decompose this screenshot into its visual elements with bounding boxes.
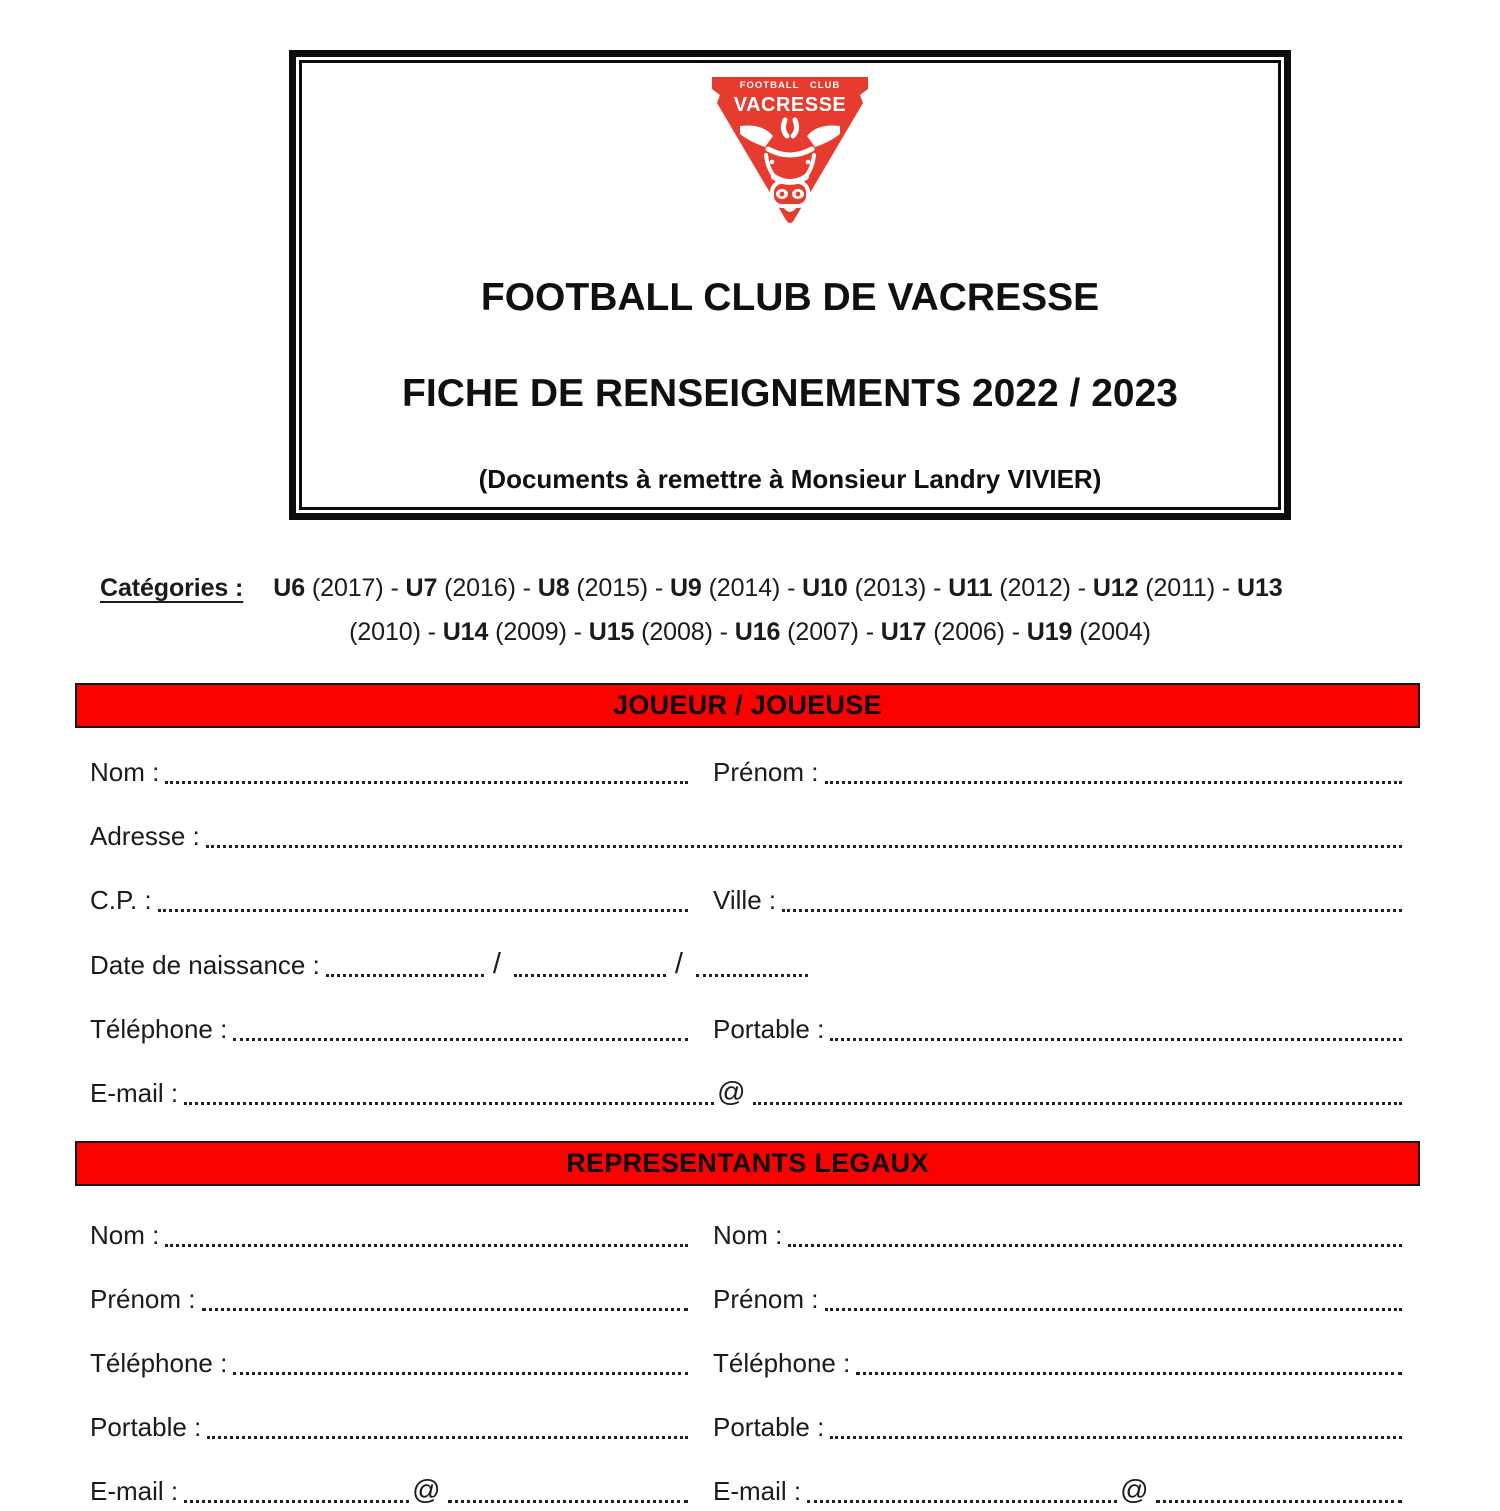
- form-row: [90, 945, 1404, 985]
- form-row: [90, 1471, 1404, 1511]
- field-prenom-joueur: [713, 752, 1404, 792]
- label-adresse: Adresse :: [90, 821, 200, 851]
- category-year: (2006): [933, 618, 1005, 646]
- dotted-line: [830, 1407, 1402, 1439]
- category-year: (2017): [311, 574, 384, 602]
- label-telephone: Téléphone :: [90, 1014, 228, 1044]
- categories-line-2: (2010) - U14 (2009) - U15 (2008) - U16 (2007) - U17 (2006) - U19 (2004): [349, 618, 1151, 646]
- label-portable: Portable :: [713, 1014, 825, 1044]
- field-telephone-representant-2: [713, 1343, 1404, 1383]
- categories-paragraph: [100, 566, 1400, 654]
- category-year: (2012): [999, 574, 1071, 602]
- dotted-line: [326, 945, 484, 977]
- field-nom-representant-1: [90, 1215, 690, 1255]
- dotted-line: [782, 880, 1402, 912]
- dotted-line: [165, 1215, 688, 1247]
- logo-club-text: FOOTBALL CLUB: [739, 80, 841, 91]
- field-date-naissance-joueur: [90, 945, 810, 985]
- dotted-line: [753, 1073, 1402, 1105]
- category-code: U11: [948, 574, 993, 602]
- dotted-line: [825, 1279, 1403, 1311]
- field-adresse-joueur: [90, 816, 1404, 856]
- label-prenom: Prénom :: [90, 1284, 196, 1314]
- categories-line-1: Catégories : U6 (2017) - U7 (2016) - U8 (2015) - U9 (2014) - U10 (2013) - U11 (2012) - U12 (2011) - U13: [100, 574, 1283, 602]
- category-year: (2004): [1079, 618, 1151, 646]
- label-portable: Portable :: [713, 1412, 825, 1442]
- field-telephone-joueur: [90, 1009, 690, 1049]
- logo-name-text: VACRESSE: [733, 94, 847, 116]
- dotted-line: [158, 880, 688, 912]
- form-row: [90, 1009, 1404, 1049]
- category-year: (2016): [444, 574, 516, 602]
- submission-note: (Documents à remettre à Monsieur Landry VIVIER): [478, 464, 1102, 494]
- category-code: U19: [1026, 618, 1073, 646]
- category-year: (2007): [787, 618, 859, 646]
- label-prenom: Prénom :: [713, 1284, 819, 1314]
- form-row: [90, 752, 1404, 792]
- dotted-line: [184, 1073, 714, 1105]
- form-row: [90, 1407, 1404, 1447]
- category-code: U17: [880, 618, 927, 646]
- club-logo: [710, 76, 870, 226]
- at-sign: @: [1120, 1474, 1149, 1505]
- category-code: U6: [273, 574, 306, 602]
- dotted-line: [788, 1215, 1402, 1247]
- field-portable-joueur: [713, 1009, 1404, 1049]
- label-date-naissance: Date de naissance :: [90, 950, 320, 980]
- category-year: (2014): [708, 574, 781, 602]
- header-box: [289, 50, 1291, 520]
- dotted-line: [856, 1343, 1402, 1375]
- form-row: [90, 880, 1404, 920]
- form-row: [90, 1343, 1404, 1383]
- dotted-line: [202, 1279, 689, 1311]
- category-code: U15: [588, 618, 635, 646]
- category-year: (2008): [641, 618, 713, 646]
- label-email: E-mail :: [713, 1476, 802, 1506]
- form-row: [90, 1215, 1404, 1255]
- category-code: U16: [734, 618, 781, 646]
- field-cp-joueur: [90, 880, 690, 920]
- form-row: [90, 1073, 1404, 1113]
- section-banner-joueur: JOUEUR / JOUEUSE: [75, 683, 1420, 728]
- category-year: (2011): [1145, 574, 1216, 602]
- field-email-joueur: [90, 1073, 1404, 1113]
- label-ville: Ville :: [713, 885, 777, 915]
- dotted-line: [830, 1009, 1402, 1041]
- at-sign: @: [717, 1076, 746, 1107]
- form-title: FICHE DE RENSEIGNEMENTS 2022 / 2023: [402, 372, 1178, 415]
- dotted-line: [514, 945, 666, 977]
- dotted-line: [207, 1407, 688, 1439]
- label-telephone: Téléphone :: [90, 1348, 228, 1378]
- field-telephone-representant-1: [90, 1343, 690, 1383]
- dotted-line: [206, 816, 1402, 848]
- field-email-representant-2: [713, 1471, 1404, 1511]
- field-portable-representant-2: [713, 1407, 1404, 1447]
- category-code: U12: [1092, 574, 1139, 602]
- categories-label: Catégories :: [100, 574, 244, 602]
- date-separator: /: [674, 948, 683, 980]
- field-prenom-representant-2: [713, 1279, 1404, 1319]
- label-portable: Portable :: [90, 1412, 202, 1442]
- dotted-line: [807, 1471, 1117, 1503]
- field-email-representant-1: [90, 1471, 690, 1511]
- label-telephone: Téléphone :: [713, 1348, 851, 1378]
- at-sign: @: [412, 1474, 441, 1505]
- category-year: (2010): [349, 618, 421, 646]
- label-email: E-mail :: [90, 1476, 179, 1506]
- club-title: FOOTBALL CLUB DE VACRESSE: [480, 276, 1100, 319]
- dotted-line: [1156, 1471, 1402, 1503]
- dotted-line: [184, 1471, 409, 1503]
- label-nom: Nom :: [713, 1220, 783, 1250]
- label-cp: C.P. :: [90, 885, 152, 915]
- dotted-line: [233, 1009, 688, 1041]
- field-nom-representant-2: [713, 1215, 1404, 1255]
- category-code: U14: [442, 618, 489, 646]
- category-year: (2013): [854, 574, 927, 602]
- dotted-line: [825, 752, 1403, 784]
- category-year: (2015): [576, 574, 649, 602]
- category-code: U7: [405, 574, 438, 602]
- header-inner-frame: [299, 60, 1281, 510]
- category-code: U8: [537, 574, 570, 602]
- date-separator: /: [492, 948, 501, 980]
- section-banner-representants: REPRESENTANTS LEGAUX: [75, 1141, 1420, 1186]
- label-nom: Nom :: [90, 1220, 160, 1250]
- form-row: [90, 1279, 1404, 1319]
- field-portable-representant-1: [90, 1407, 690, 1447]
- dotted-line: [696, 945, 808, 977]
- category-year: (2009): [495, 618, 567, 646]
- label-prenom: Prénom :: [713, 757, 819, 787]
- category-code: U13: [1236, 574, 1283, 602]
- label-email: E-mail :: [90, 1078, 179, 1108]
- field-prenom-representant-1: [90, 1279, 690, 1319]
- category-code: U10: [802, 574, 848, 602]
- dotted-line: [165, 752, 688, 784]
- dotted-line: [448, 1471, 688, 1503]
- label-nom: Nom :: [90, 757, 160, 787]
- category-code: U9: [669, 574, 702, 602]
- field-ville-joueur: [713, 880, 1404, 920]
- dotted-line: [233, 1343, 688, 1375]
- field-nom-joueur: [90, 752, 690, 792]
- form-row: [90, 816, 1404, 856]
